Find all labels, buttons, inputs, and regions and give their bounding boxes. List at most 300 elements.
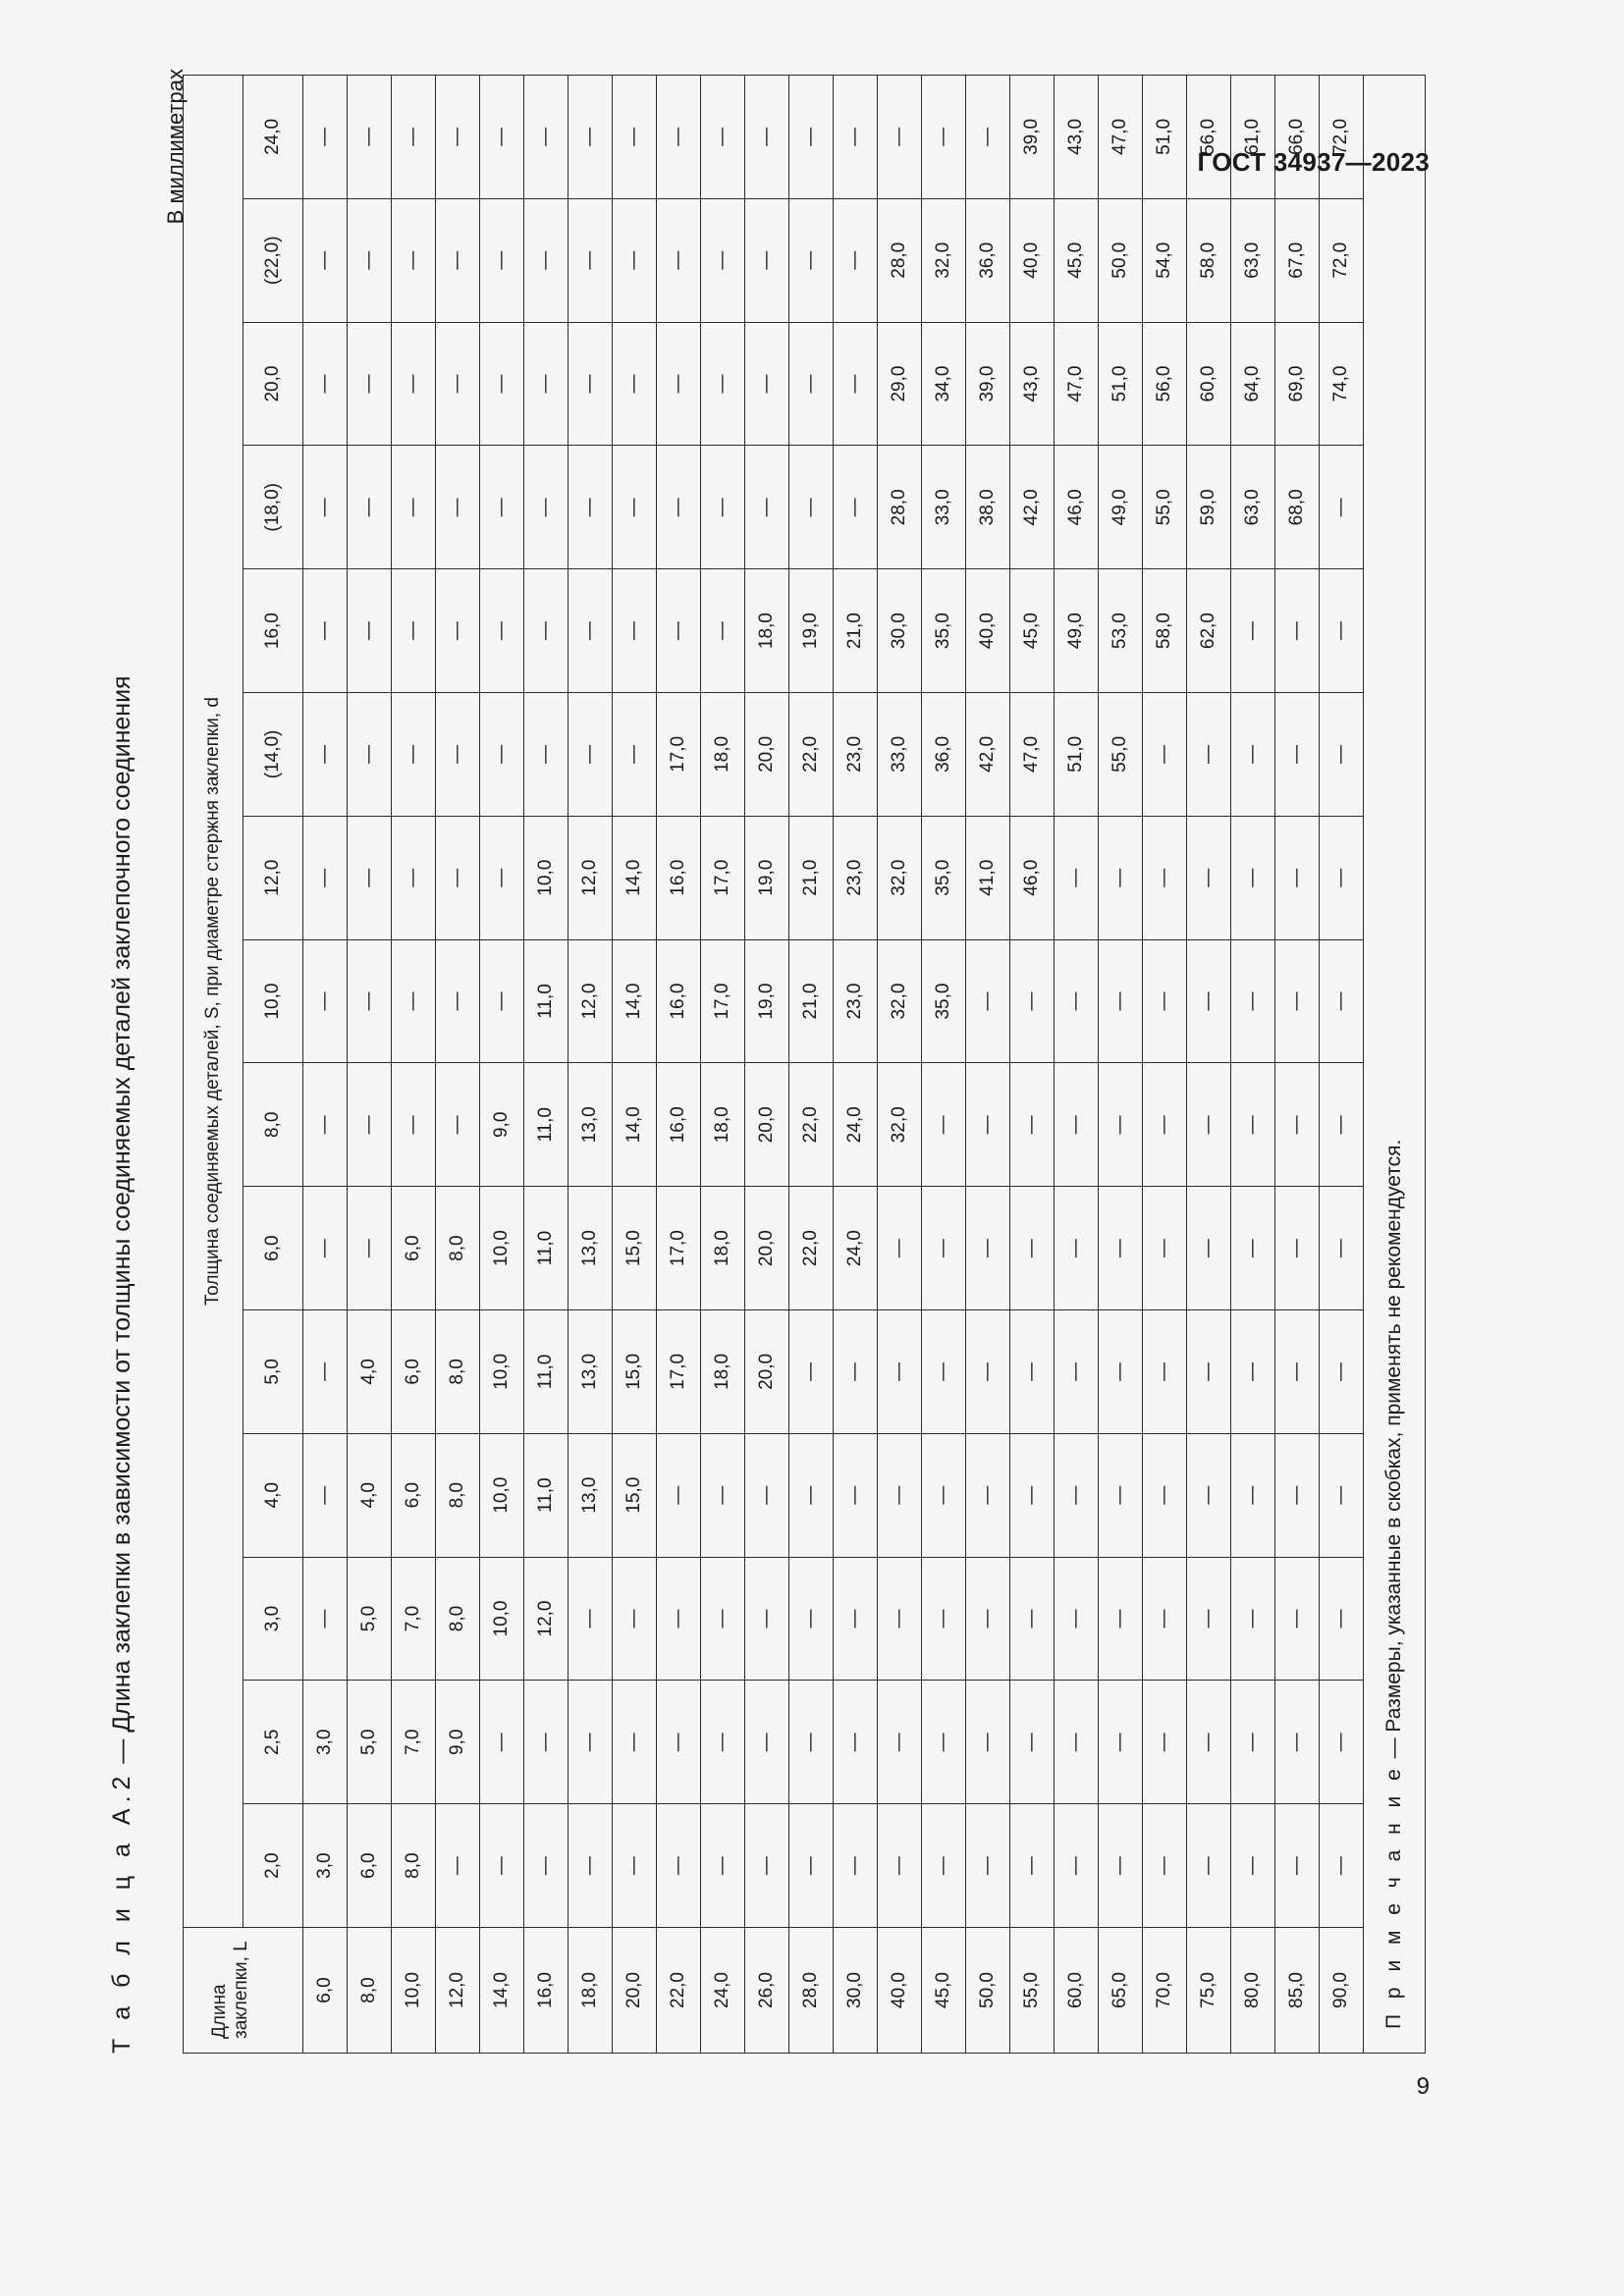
row-label-rivet-length: 10,0 bbox=[392, 1928, 436, 2054]
table-cell: — bbox=[613, 1804, 657, 1928]
table-cell: — bbox=[568, 446, 613, 569]
table-cell: — bbox=[480, 322, 524, 446]
table-cell: — bbox=[789, 322, 834, 446]
table-cell: — bbox=[1055, 1187, 1099, 1310]
table-cell: — bbox=[1320, 816, 1364, 939]
table-cell: — bbox=[701, 1557, 745, 1681]
table-cell: 10,0 bbox=[480, 1187, 524, 1310]
table-cell: — bbox=[613, 198, 657, 322]
table-cell: 47,0 bbox=[1055, 322, 1099, 446]
table-cell: — bbox=[1010, 1433, 1055, 1557]
column-header-diameter: 16,0 bbox=[244, 569, 303, 693]
table-cell: — bbox=[524, 693, 568, 817]
table-cell: — bbox=[1320, 569, 1364, 693]
table-cell: — bbox=[966, 1433, 1010, 1557]
table-cell: 3,0 bbox=[303, 1681, 348, 1804]
table-cell: 6,0 bbox=[392, 1433, 436, 1557]
table-cell: 17,0 bbox=[657, 693, 701, 817]
table-cell: 55,0 bbox=[1099, 693, 1143, 817]
table-row bbox=[701, 76, 745, 2054]
table-cell: 8,0 bbox=[436, 1187, 480, 1310]
table-cell: — bbox=[392, 76, 436, 199]
table-cell: — bbox=[1320, 1187, 1364, 1310]
table-cell: 55,0 bbox=[1143, 446, 1187, 569]
table-cell: 21,0 bbox=[789, 816, 834, 939]
table-cell: — bbox=[1143, 939, 1187, 1063]
row-label-rivet-length: 18,0 bbox=[568, 1928, 613, 2054]
table-cell: — bbox=[348, 693, 392, 817]
table-cell: — bbox=[657, 1557, 701, 1681]
table-cell: — bbox=[1099, 939, 1143, 1063]
table-cell: 4,0 bbox=[348, 1310, 392, 1434]
column-header-diameter: (14,0) bbox=[244, 693, 303, 817]
table-cell: — bbox=[1143, 1557, 1187, 1681]
table-cell: — bbox=[1187, 1804, 1231, 1928]
table-cell: — bbox=[568, 76, 613, 199]
column-header-diameter: 2,0 bbox=[244, 1804, 303, 1928]
table-row bbox=[834, 76, 878, 2054]
table-cell: — bbox=[789, 446, 834, 569]
table-cell: — bbox=[1320, 1557, 1364, 1681]
table-cell: — bbox=[1275, 1804, 1320, 1928]
table-cell: 64,0 bbox=[1231, 322, 1275, 446]
table-row bbox=[480, 76, 524, 2054]
table-cell: — bbox=[922, 1681, 966, 1804]
table-cell: 4,0 bbox=[348, 1433, 392, 1557]
table-cell: — bbox=[878, 76, 922, 199]
table-cell: 12,0 bbox=[568, 816, 613, 939]
table-cell: — bbox=[1275, 939, 1320, 1063]
table-cell: 67,0 bbox=[1275, 198, 1320, 322]
table-cell: — bbox=[392, 1063, 436, 1187]
table-cell: — bbox=[436, 569, 480, 693]
table-cell: 8,0 bbox=[436, 1433, 480, 1557]
column-header-diameter: 3,0 bbox=[244, 1557, 303, 1681]
table-cell: — bbox=[436, 322, 480, 446]
table-cell: — bbox=[524, 198, 568, 322]
table-cell: — bbox=[1010, 1681, 1055, 1804]
table-cell: 39,0 bbox=[1010, 76, 1055, 199]
table-cell: 56,0 bbox=[1187, 76, 1231, 199]
table-cell: — bbox=[789, 1681, 834, 1804]
table-row bbox=[1143, 76, 1187, 2054]
table-cell: — bbox=[1320, 1433, 1364, 1557]
table-row bbox=[1055, 76, 1099, 2054]
table-cell: — bbox=[1187, 939, 1231, 1063]
table-cell: 18,0 bbox=[701, 1310, 745, 1434]
table-cell: — bbox=[657, 76, 701, 199]
table-cell: — bbox=[1055, 1063, 1099, 1187]
table-cell: 68,0 bbox=[1275, 446, 1320, 569]
table-cell: 9,0 bbox=[436, 1681, 480, 1804]
table-cell: — bbox=[834, 198, 878, 322]
table-cell: 38,0 bbox=[966, 446, 1010, 569]
table-cell: — bbox=[1099, 1310, 1143, 1434]
table-cell: — bbox=[568, 198, 613, 322]
row-label-rivet-length: 24,0 bbox=[701, 1928, 745, 2054]
rivet-length-table bbox=[183, 75, 1426, 2054]
table-cell: — bbox=[1231, 1433, 1275, 1557]
table-row bbox=[1231, 76, 1275, 2054]
table-cell: — bbox=[922, 1187, 966, 1310]
table-cell: 63,0 bbox=[1231, 198, 1275, 322]
table-cell: 15,0 bbox=[613, 1310, 657, 1434]
table-cell: — bbox=[701, 1433, 745, 1557]
table-cell: 11,0 bbox=[524, 1187, 568, 1310]
table-cell: 32,0 bbox=[922, 198, 966, 322]
table-cell: — bbox=[1010, 1310, 1055, 1434]
table-row bbox=[657, 76, 701, 2054]
table-cell: 20,0 bbox=[745, 1310, 789, 1434]
row-label-rivet-length: 45,0 bbox=[922, 1928, 966, 2054]
table-cell: — bbox=[1231, 1804, 1275, 1928]
row-label-rivet-length: 26,0 bbox=[745, 1928, 789, 2054]
table-cell: — bbox=[613, 569, 657, 693]
table-cell: 17,0 bbox=[701, 816, 745, 939]
table-cell: — bbox=[1099, 1433, 1143, 1557]
table-cell: — bbox=[348, 76, 392, 199]
table-cell: — bbox=[1275, 1187, 1320, 1310]
table-cell: 20,0 bbox=[745, 1063, 789, 1187]
table-cell: — bbox=[1275, 569, 1320, 693]
table-row bbox=[1320, 76, 1364, 2054]
table-cell: 16,0 bbox=[657, 939, 701, 1063]
row-label-rivet-length: 28,0 bbox=[789, 1928, 834, 2054]
row-label-rivet-length: 80,0 bbox=[1231, 1928, 1275, 2054]
table-cell: 20,0 bbox=[745, 693, 789, 817]
table-cell: — bbox=[701, 1681, 745, 1804]
table-cell: 14,0 bbox=[613, 816, 657, 939]
table-cell: 23,0 bbox=[834, 939, 878, 1063]
table-row bbox=[745, 76, 789, 2054]
table-cell: — bbox=[1231, 569, 1275, 693]
table-cell: 12,0 bbox=[568, 939, 613, 1063]
table-cell: 32,0 bbox=[878, 939, 922, 1063]
table-cell: — bbox=[1143, 1433, 1187, 1557]
row-label-rivet-length: 75,0 bbox=[1187, 1928, 1231, 2054]
table-cell: 16,0 bbox=[657, 816, 701, 939]
table-cell: — bbox=[1187, 693, 1231, 817]
table-cell: — bbox=[878, 1310, 922, 1434]
table-cell: — bbox=[1143, 693, 1187, 817]
table-cell: — bbox=[480, 816, 524, 939]
table-cell: 33,0 bbox=[878, 693, 922, 817]
table-cell: — bbox=[789, 1557, 834, 1681]
table-cell: — bbox=[834, 1433, 878, 1557]
table-cell: — bbox=[613, 1681, 657, 1804]
table-row bbox=[1010, 76, 1055, 2054]
table-cell: — bbox=[701, 198, 745, 322]
column-header-diameter: 6,0 bbox=[244, 1187, 303, 1310]
row-label-rivet-length: 14,0 bbox=[480, 1928, 524, 2054]
table-cell: 7,0 bbox=[392, 1557, 436, 1681]
table-cell: — bbox=[348, 816, 392, 939]
table-cell: — bbox=[966, 76, 1010, 199]
table-cell: — bbox=[922, 1063, 966, 1187]
table-cell: 49,0 bbox=[1055, 569, 1099, 693]
table-cell: — bbox=[834, 446, 878, 569]
table-cell: — bbox=[436, 76, 480, 199]
header-row-diameters bbox=[244, 76, 303, 2054]
table-cell: — bbox=[303, 322, 348, 446]
table-cell: — bbox=[392, 939, 436, 1063]
table-cell: — bbox=[1275, 1310, 1320, 1434]
table-cell: 46,0 bbox=[1010, 816, 1055, 939]
table-cell: — bbox=[1275, 1681, 1320, 1804]
table-cell: 72,0 bbox=[1320, 198, 1364, 322]
table-cell: — bbox=[966, 1063, 1010, 1187]
column-header-diameter: (22,0) bbox=[244, 198, 303, 322]
table-cell: 74,0 bbox=[1320, 322, 1364, 446]
table-cell: 34,0 bbox=[922, 322, 966, 446]
table-row bbox=[1099, 76, 1143, 2054]
table-cell: — bbox=[878, 1557, 922, 1681]
table-cell: — bbox=[834, 1557, 878, 1681]
table-cell: — bbox=[834, 1681, 878, 1804]
table-cell: — bbox=[436, 446, 480, 569]
table-cell: — bbox=[1320, 1310, 1364, 1434]
table-cell: — bbox=[613, 76, 657, 199]
table-cell: — bbox=[1143, 1063, 1187, 1187]
table-caption-label: Т а б л и ц а А.2 bbox=[108, 1770, 135, 2054]
table-cell: — bbox=[878, 1187, 922, 1310]
column-header-diameter: 4,0 bbox=[244, 1433, 303, 1557]
table-cell: — bbox=[966, 939, 1010, 1063]
table-cell: — bbox=[1320, 446, 1364, 569]
table-note-text: — Размеры, указанные в скобках, применять не рекомендуется. bbox=[1382, 1139, 1405, 1765]
table-cell: 13,0 bbox=[568, 1310, 613, 1434]
table-cell: — bbox=[303, 446, 348, 569]
column-header-diameter: 8,0 bbox=[244, 1063, 303, 1187]
row-label-rivet-length: 22,0 bbox=[657, 1928, 701, 2054]
table-cell: — bbox=[789, 76, 834, 199]
table-cell: — bbox=[436, 939, 480, 1063]
table-cell: — bbox=[303, 1310, 348, 1434]
table-cell: — bbox=[922, 76, 966, 199]
table-row bbox=[878, 76, 922, 2054]
table-cell: — bbox=[745, 1681, 789, 1804]
table-cell: 53,0 bbox=[1099, 569, 1143, 693]
table-cell: — bbox=[701, 569, 745, 693]
table-cell: — bbox=[613, 446, 657, 569]
table-cell: — bbox=[966, 1557, 1010, 1681]
table-cell: — bbox=[303, 693, 348, 817]
table-cell: — bbox=[1231, 939, 1275, 1063]
table-cell: 40,0 bbox=[966, 569, 1010, 693]
table-cell: — bbox=[392, 693, 436, 817]
row-label-rivet-length: 50,0 bbox=[966, 1928, 1010, 2054]
table-cell: — bbox=[966, 1187, 1010, 1310]
table-cell: — bbox=[1099, 1681, 1143, 1804]
table-cell: — bbox=[392, 569, 436, 693]
table-cell: 43,0 bbox=[1010, 322, 1055, 446]
table-cell: 10,0 bbox=[480, 1557, 524, 1681]
table-cell: — bbox=[1010, 939, 1055, 1063]
table-cell: — bbox=[1187, 1310, 1231, 1434]
table-cell: 56,0 bbox=[1143, 322, 1187, 446]
table-cell: — bbox=[480, 1804, 524, 1928]
table-cell: 51,0 bbox=[1143, 76, 1187, 199]
table-cell: 8,0 bbox=[436, 1557, 480, 1681]
table-cell: 8,0 bbox=[392, 1804, 436, 1928]
table-cell: — bbox=[657, 1804, 701, 1928]
table-cell: — bbox=[1143, 1804, 1187, 1928]
table-cell: — bbox=[480, 1681, 524, 1804]
table-cell: 13,0 bbox=[568, 1187, 613, 1310]
table-cell: 11,0 bbox=[524, 1310, 568, 1434]
table-cell: 35,0 bbox=[922, 569, 966, 693]
table-cell: — bbox=[1231, 816, 1275, 939]
table-cell: 63,0 bbox=[1231, 446, 1275, 569]
table-cell: 8,0 bbox=[436, 1310, 480, 1434]
table-cell: 45,0 bbox=[1055, 198, 1099, 322]
table-cell: 15,0 bbox=[613, 1433, 657, 1557]
table-cell: — bbox=[436, 1063, 480, 1187]
table-cell: — bbox=[480, 198, 524, 322]
table-cell: — bbox=[1275, 1063, 1320, 1187]
table-cell: 23,0 bbox=[834, 816, 878, 939]
table-cell: — bbox=[1010, 1557, 1055, 1681]
row-label-rivet-length: 12,0 bbox=[436, 1928, 480, 2054]
table-cell: — bbox=[568, 1804, 613, 1928]
table-cell: — bbox=[1143, 816, 1187, 939]
table-cell: — bbox=[1055, 816, 1099, 939]
table-cell: — bbox=[303, 816, 348, 939]
table-cell: 36,0 bbox=[922, 693, 966, 817]
page-number: 9 bbox=[1416, 2073, 1430, 2100]
header-row-group bbox=[184, 76, 244, 2054]
table-cell: 41,0 bbox=[966, 816, 1010, 939]
table-row bbox=[922, 76, 966, 2054]
table-cell: — bbox=[657, 446, 701, 569]
table-cell: 50,0 bbox=[1099, 198, 1143, 322]
table-cell: 32,0 bbox=[878, 816, 922, 939]
table-cell: 17,0 bbox=[657, 1187, 701, 1310]
table-cell: — bbox=[1143, 1310, 1187, 1434]
table-cell: — bbox=[745, 446, 789, 569]
table-cell: 14,0 bbox=[613, 1063, 657, 1187]
table-row bbox=[966, 76, 1010, 2054]
table-cell: — bbox=[348, 569, 392, 693]
table-note-label: П р и м е ч а н и е bbox=[1382, 1764, 1405, 2029]
table-cell: — bbox=[1320, 1804, 1364, 1928]
table-cell: — bbox=[1099, 1187, 1143, 1310]
table-cell: 58,0 bbox=[1187, 198, 1231, 322]
table-cell: — bbox=[1231, 1557, 1275, 1681]
row-label-rivet-length: 70,0 bbox=[1143, 1928, 1187, 2054]
table-cell: 51,0 bbox=[1055, 693, 1099, 817]
table-cell: — bbox=[613, 322, 657, 446]
table-cell: — bbox=[1187, 1681, 1231, 1804]
table-cell: — bbox=[745, 1804, 789, 1928]
table-cell: 22,0 bbox=[789, 1187, 834, 1310]
table-cell: — bbox=[745, 322, 789, 446]
table-cell: — bbox=[348, 322, 392, 446]
table-cell: 28,0 bbox=[878, 446, 922, 569]
table-cell: 24,0 bbox=[834, 1187, 878, 1310]
table-cell: 10,0 bbox=[480, 1310, 524, 1434]
table-cell: 46,0 bbox=[1055, 446, 1099, 569]
table-cell: — bbox=[392, 322, 436, 446]
table-cell: — bbox=[392, 816, 436, 939]
table-cell: — bbox=[834, 76, 878, 199]
table-cell: 59,0 bbox=[1187, 446, 1231, 569]
table-cell: — bbox=[303, 198, 348, 322]
column-header-diameter: 24,0 bbox=[244, 76, 303, 199]
table-cell: 47,0 bbox=[1010, 693, 1055, 817]
table-cell: 32,0 bbox=[878, 1063, 922, 1187]
table-cell: — bbox=[524, 569, 568, 693]
table-row bbox=[1187, 76, 1231, 2054]
table-caption-text: — Длина заклепки в зависимости от толщины соединяемых деталей заклепочного соединения bbox=[108, 675, 135, 1771]
table-cell: 10,0 bbox=[524, 816, 568, 939]
units-label: В миллиметрах bbox=[163, 69, 188, 225]
table-cell: — bbox=[436, 1804, 480, 1928]
table-cell: 6,0 bbox=[392, 1310, 436, 1434]
table-cell: — bbox=[348, 939, 392, 1063]
table-row bbox=[392, 76, 436, 2054]
table-row bbox=[789, 76, 834, 2054]
table-cell: 20,0 bbox=[745, 1187, 789, 1310]
table-cell: — bbox=[922, 1310, 966, 1434]
table-cell: — bbox=[789, 1804, 834, 1928]
row-label-rivet-length: 6,0 bbox=[303, 1928, 348, 2054]
column-header-diameter: 12,0 bbox=[244, 816, 303, 939]
table-cell: 42,0 bbox=[1010, 446, 1055, 569]
table-cell: — bbox=[613, 1557, 657, 1681]
table-cell: — bbox=[1187, 1557, 1231, 1681]
table-cell: — bbox=[1055, 1681, 1099, 1804]
table-cell: — bbox=[745, 76, 789, 199]
row-label-rivet-length: 8,0 bbox=[348, 1928, 392, 2054]
table-cell: — bbox=[480, 939, 524, 1063]
table-cell: — bbox=[1010, 1804, 1055, 1928]
table-cell: 33,0 bbox=[922, 446, 966, 569]
table-cell: 45,0 bbox=[1010, 569, 1055, 693]
table-cell: — bbox=[966, 1681, 1010, 1804]
table-cell: — bbox=[745, 198, 789, 322]
table-cell: — bbox=[1055, 1310, 1099, 1434]
table-cell: — bbox=[303, 569, 348, 693]
table-cell: 60,0 bbox=[1187, 322, 1231, 446]
table-cell: 42,0 bbox=[966, 693, 1010, 817]
table-cell: — bbox=[1275, 816, 1320, 939]
table-cell: 30,0 bbox=[878, 569, 922, 693]
row-label-rivet-length: 16,0 bbox=[524, 1928, 568, 2054]
table-cell: — bbox=[1055, 939, 1099, 1063]
row-label-rivet-length: 55,0 bbox=[1010, 1928, 1055, 2054]
table-cell: — bbox=[568, 1557, 613, 1681]
table-cell: — bbox=[392, 198, 436, 322]
table-cell: — bbox=[1275, 1433, 1320, 1557]
table-cell: — bbox=[1143, 1187, 1187, 1310]
table-cell: 62,0 bbox=[1187, 569, 1231, 693]
column-header-diameter: 20,0 bbox=[244, 322, 303, 446]
table-note-row bbox=[1364, 76, 1426, 2054]
table-cell: 22,0 bbox=[789, 693, 834, 817]
table-cell: — bbox=[392, 446, 436, 569]
table-cell: 5,0 bbox=[348, 1557, 392, 1681]
rotated-table-block bbox=[98, 0, 1405, 2132]
row-label-rivet-length: 40,0 bbox=[878, 1928, 922, 2054]
table-cell: — bbox=[348, 198, 392, 322]
table-cell: — bbox=[1320, 693, 1364, 817]
table-cell: 14,0 bbox=[613, 939, 657, 1063]
table-cell: — bbox=[303, 1433, 348, 1557]
table-cell: — bbox=[789, 1433, 834, 1557]
table-cell: — bbox=[657, 1433, 701, 1557]
table-row bbox=[568, 76, 613, 2054]
